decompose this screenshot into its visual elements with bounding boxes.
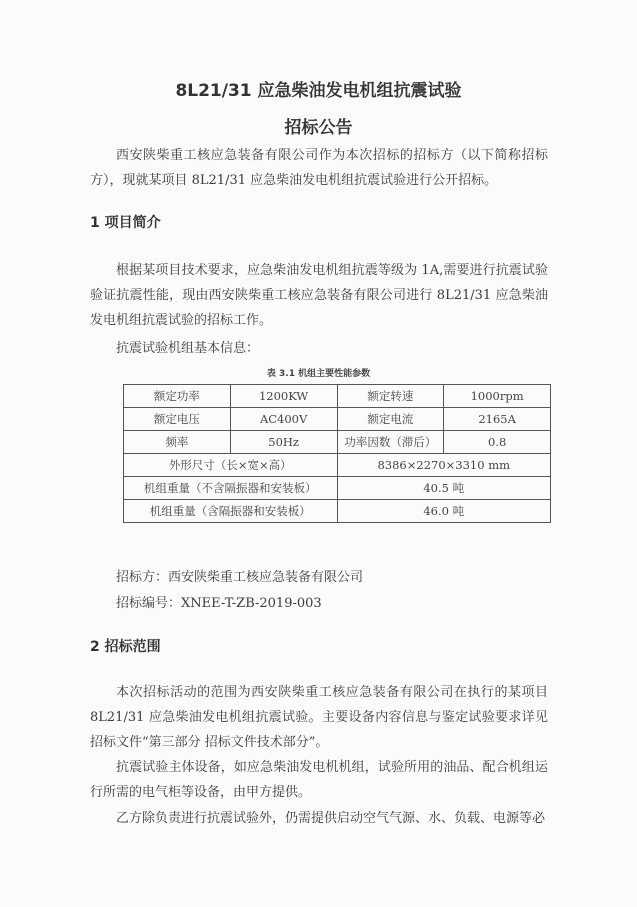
table-row — [124, 500, 551, 523]
table-row — [124, 385, 551, 408]
table-row — [124, 408, 551, 431]
section-2-paragraph-2 — [90, 755, 548, 805]
table-cell: 0.8 — [444, 431, 551, 454]
table-intro-text: 抗震试验机组基本信息： — [116, 341, 260, 356]
document-title: 8L21/31 应急柴油发电机组抗震试验 — [175, 81, 462, 101]
table-cell: 2165A — [444, 408, 551, 431]
document-subtitle: 招标公告 — [284, 118, 353, 138]
section-2-heading: 2 招标范围 — [90, 639, 161, 655]
section-2-paragraph-1 — [90, 680, 548, 755]
intro-paragraph — [90, 143, 548, 193]
table-cell: 额定电压 — [124, 408, 231, 431]
table-cell: 50Hz — [230, 431, 337, 454]
table-cell: 46.0 吨 — [337, 500, 551, 523]
table-cell: 频率 — [124, 431, 231, 454]
table-cell: 1200KW — [230, 385, 337, 408]
table-cell: 8386×2270×3310 mm — [337, 454, 551, 477]
table-caption: 表 3.1 机组主要性能参数 — [266, 369, 371, 379]
table-row — [124, 454, 551, 477]
bidder-line: 招标方：西安陕柴重工核应急装备有限公司 — [116, 570, 364, 585]
table-cell: 机组重量（不含隔振器和安装板） — [124, 477, 338, 500]
section-2-text-1: 本次招标活动的范围为西安陕柴重工核应急装备有限公司在执行的某项目 8L21/31 应急柴油发电机组抗震试验。主要设备内容信息与鉴定试验要求详见招标文件“第三部分 招标文件技术部分”。 — [90, 685, 548, 750]
table-cell: 外形尺寸（长×宽×高） — [124, 454, 338, 477]
bid-number-line: 招标编号：XNEE-T-ZB-2019-003 — [116, 596, 322, 611]
table-cell: 40.5 吨 — [337, 477, 551, 500]
table-cell: 功率因数（滞后） — [337, 431, 444, 454]
table-cell: AC400V — [230, 408, 337, 431]
section-1-heading: 1 项目简介 — [90, 215, 161, 231]
table-row — [124, 431, 551, 454]
table-cell: 机组重量（含隔振器和安装板） — [124, 500, 338, 523]
section-1-paragraph — [90, 258, 548, 333]
intro-text: 西安陕柴重工核应急装备有限公司作为本次招标的招标方（以下简称招标方），现就某项目 8L21/31 应急柴油发电机组抗震试验进行公开招标。 — [90, 148, 548, 188]
section-2-text-2: 抗震试验主体设备，如应急柴油发电机机组，试验所用的油品、配合机组运行所需的电气柜等设备，由甲方提供。 — [90, 760, 548, 800]
table-cell: 额定功率 — [124, 385, 231, 408]
section-1-text: 根据某项目技术要求，应急柴油发电机组抗震等级为 1A,需要进行抗震试验验证抗震性能，现由西安陕柴重工核应急装备有限公司进行 8L21/31 应急柴油发电机组抗震试验的招标工作。 — [90, 263, 548, 328]
table-row — [124, 477, 551, 500]
table-cell: 额定转速 — [337, 385, 444, 408]
spec-table — [123, 384, 551, 523]
table-cell: 额定电流 — [337, 408, 444, 431]
section-2-text-3: 乙方除负责进行抗震试验外，仍需提供启动空气气源、水、负载、电源等必 — [116, 811, 546, 826]
table-cell: 1000rpm — [444, 385, 551, 408]
section-2-paragraph-3 — [90, 806, 548, 831]
